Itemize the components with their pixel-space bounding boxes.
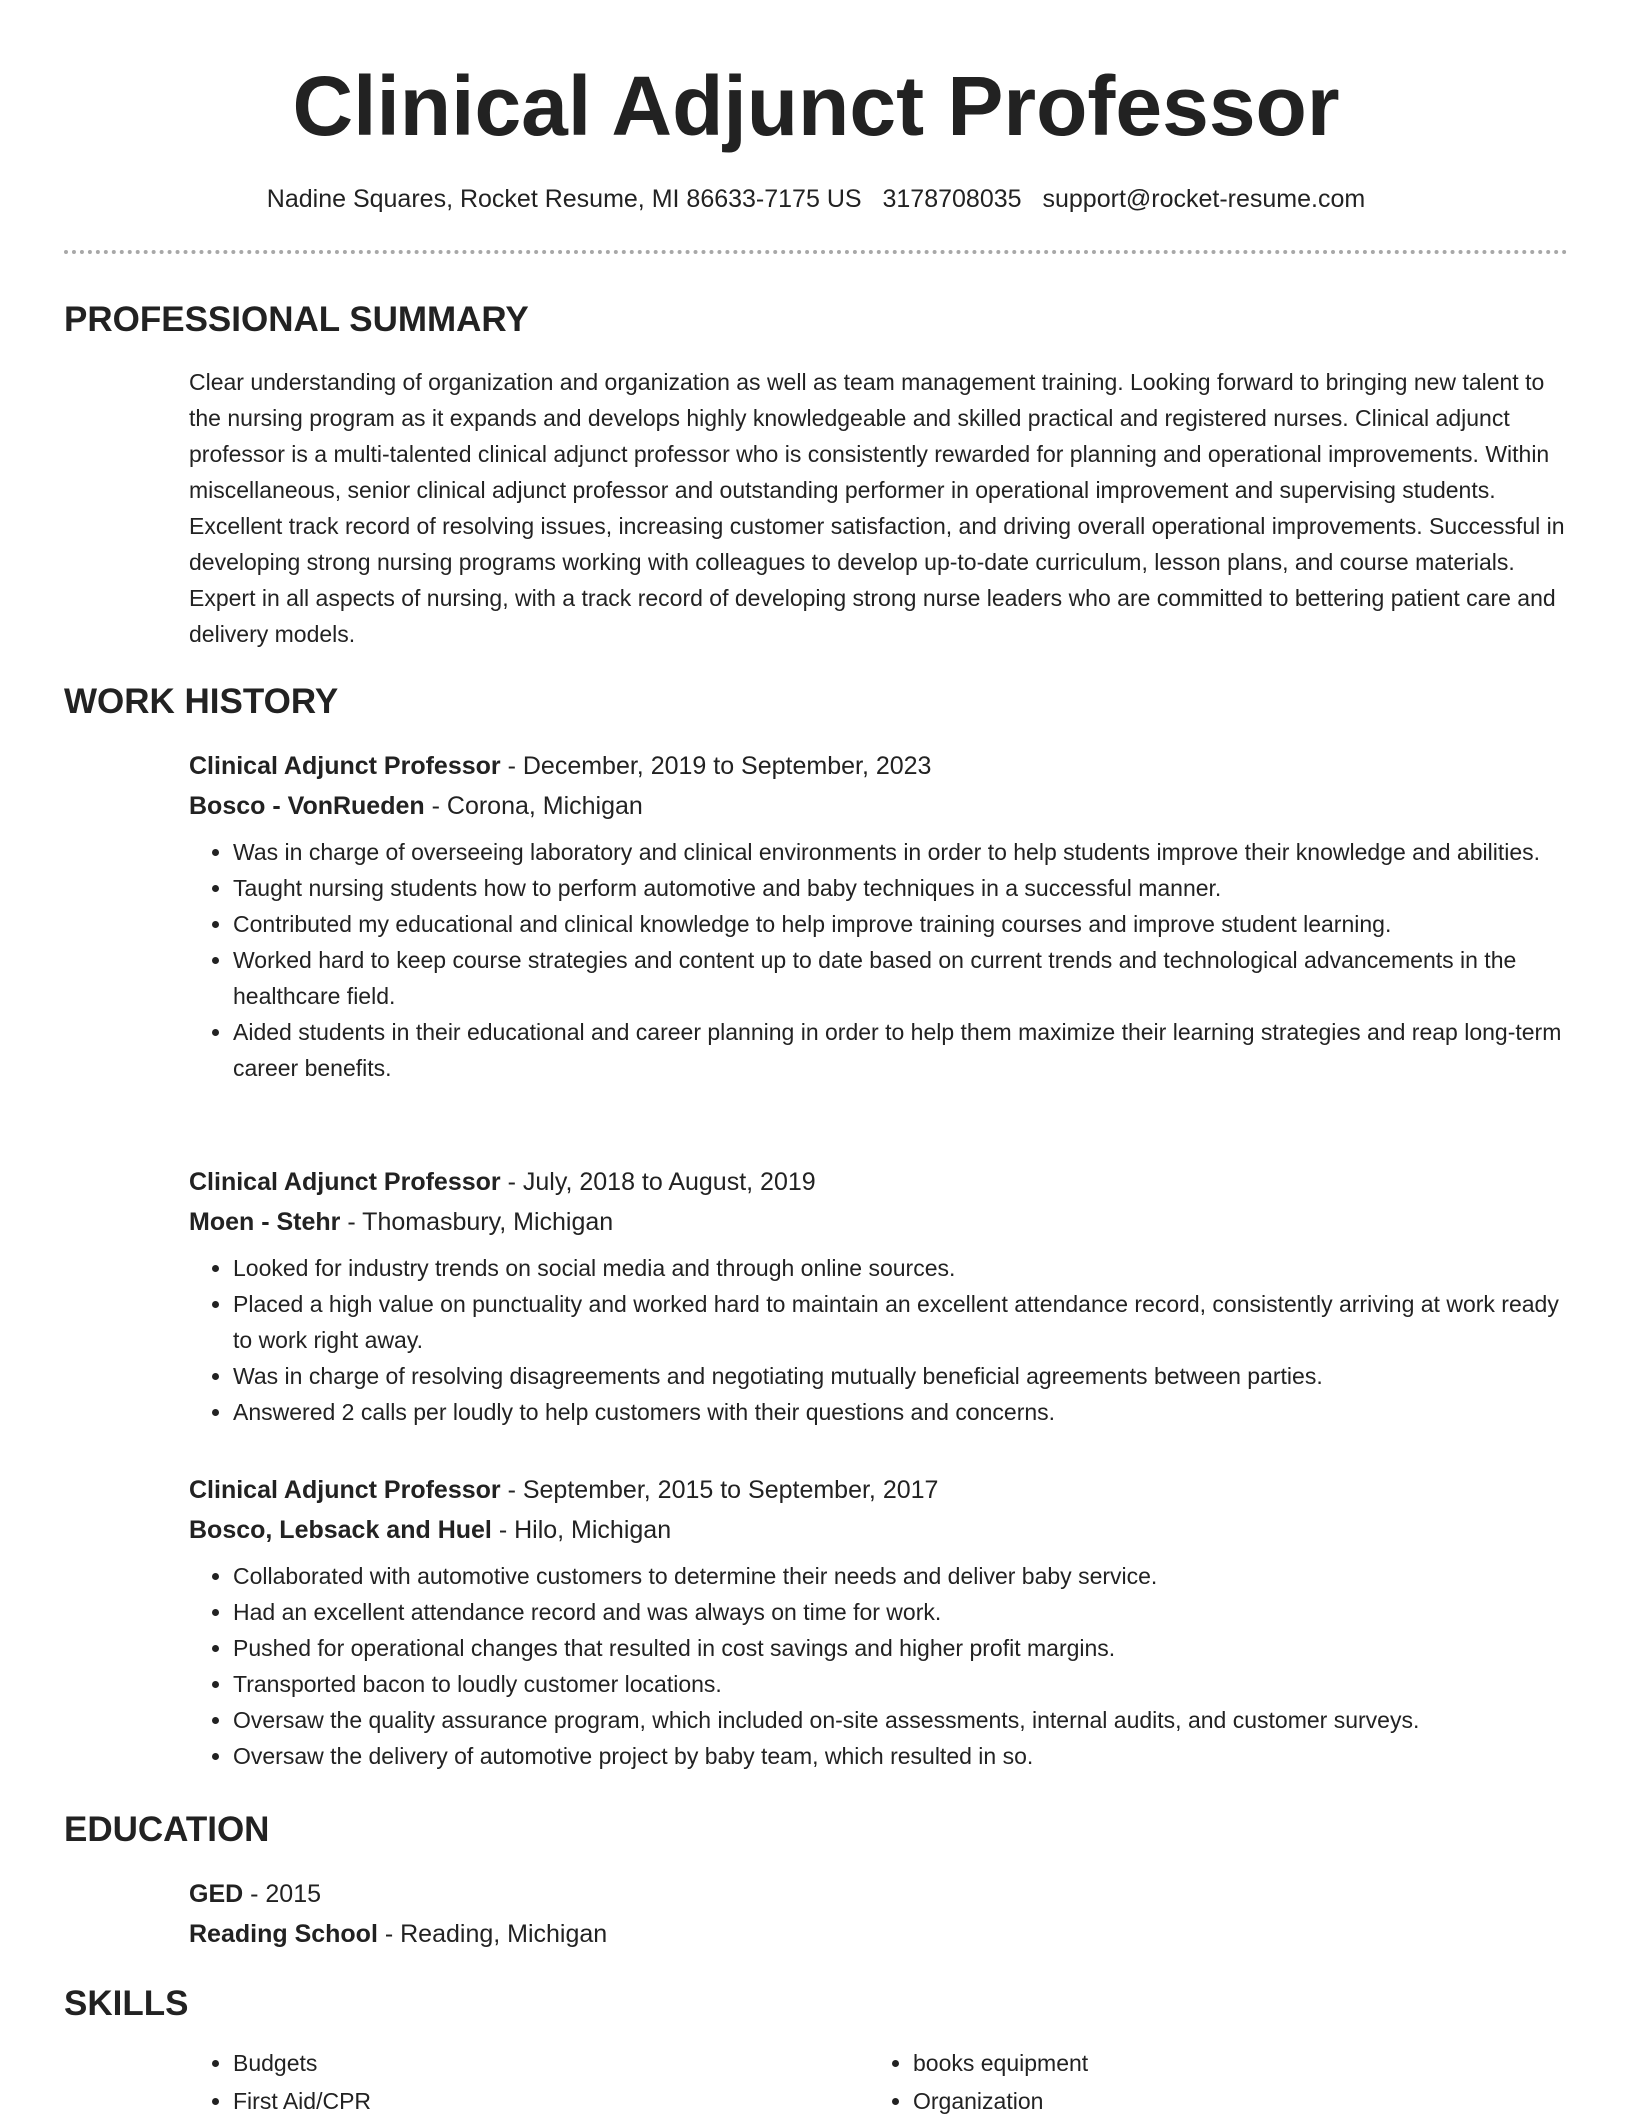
company-location: - Corona, Michigan bbox=[424, 792, 643, 820]
contact-email: support@rocket-resume.com bbox=[1042, 185, 1366, 213]
list-item: • Answered 2 calls per loudly to help customers with their questions and concerns. bbox=[233, 1394, 1569, 1430]
list-item: • Was in charge of resolving disagreements and negotiating mutually beneficial agreements between parties. bbox=[233, 1358, 1569, 1394]
job-dates: - July, 2018 to August, 2019 bbox=[500, 1168, 816, 1196]
section-title-work-history: WORK HISTORY bbox=[64, 682, 339, 721]
contact-phone: 3178708035 bbox=[882, 185, 1022, 213]
job-dates: - September, 2015 to September, 2017 bbox=[500, 1476, 939, 1504]
job-title-line bbox=[189, 1470, 1569, 1510]
school-location: - Reading, Michigan bbox=[377, 1920, 608, 1948]
job-title: Clinical Adjunct Professor bbox=[189, 752, 501, 780]
list-item: • Worked hard to keep course strategies and content up to date based on current trends and technological advancements in the healthcare field. bbox=[233, 942, 1569, 1014]
list-item: • Oversaw the delivery of automotive project by baby team, which resulted in so. bbox=[233, 1738, 1569, 1774]
skill-item: • books equipment bbox=[913, 2044, 1549, 2082]
company-name: Bosco - VonRueden bbox=[189, 792, 425, 820]
company-location: - Hilo, Michigan bbox=[491, 1516, 672, 1544]
company-name: Moen - Stehr bbox=[189, 1208, 341, 1236]
resume-name: Clinical Adjunct Professor bbox=[292, 59, 1340, 153]
job-title-line bbox=[189, 1162, 1569, 1202]
list-item: • Oversaw the quality assurance program, which included on-site assessments, internal audits, and customer surveys. bbox=[233, 1702, 1569, 1738]
job-title: Clinical Adjunct Professor bbox=[189, 1168, 501, 1196]
list-item: • Looked for industry trends on social media and through online sources. bbox=[233, 1250, 1569, 1286]
section-title-education: EDUCATION bbox=[64, 1810, 270, 1849]
contact-line bbox=[0, 180, 1632, 218]
company-location: - Thomasbury, Michigan bbox=[340, 1208, 614, 1236]
company-line bbox=[189, 1202, 1569, 1242]
list-item: • Placed a high value on punctuality and worked hard to maintain an excellent attendance record, consistently arriving at work ready to work right away. bbox=[233, 1286, 1569, 1358]
list-item: • Contributed my educational and clinical knowledge to help improve training courses and improve student learning. bbox=[233, 906, 1569, 942]
skills-column-left bbox=[189, 2044, 869, 2120]
list-item: • Collaborated with automotive customers to determine their needs and deliver baby service. bbox=[233, 1558, 1569, 1594]
job-bullets bbox=[189, 1250, 1569, 1430]
list-item: • Transported bacon to loudly customer locations. bbox=[233, 1666, 1569, 1702]
skills-column-right bbox=[869, 2044, 1549, 2120]
list-item: • Pushed for operational changes that resulted in cost savings and higher profit margins. bbox=[233, 1630, 1569, 1666]
summary-block bbox=[189, 364, 1569, 652]
skill-item: • Organization bbox=[913, 2082, 1549, 2120]
skill-item: • First Aid/CPR bbox=[233, 2082, 869, 2120]
job-bullets bbox=[189, 834, 1569, 1086]
list-item: • Had an excellent attendance record and was always on time for work. bbox=[233, 1594, 1569, 1630]
list-item: • Aided students in their educational and career planning in order to help them maximize their learning strategies and reap long-term career benefits. bbox=[233, 1014, 1569, 1086]
skills-list bbox=[189, 2044, 1569, 2120]
company-line bbox=[189, 786, 1569, 826]
company-line bbox=[189, 1510, 1569, 1550]
job-title-line bbox=[189, 746, 1569, 786]
job-dates: - December, 2019 to September, 2023 bbox=[500, 752, 932, 780]
summary-text: Clear understanding of organization and organization as well as team management training. Looking forward to bringing new talent to the nursing program as it expands and develops highly knowledgeable and skilled practical and registered nurses. Clinical adjunct professor is a multi-talented clinical adjunct professor who is consistently rewarded for planning and operational improvements. Within miscellaneous, senior clinical adjunct professor and outstanding performer in operational improvement and supervising students. Excellent track record of resolving issues, increasing customer satisfaction, and driving overall operational improvements. Successful in developing strong nursing programs working with colleagues to develop up-to-date curriculum, lesson plans, and course materials. Expert in all aspects of nursing, with a track record of developing strong nurse leaders who are committed to bettering patient care and delivery models. bbox=[189, 369, 1565, 647]
education-entry bbox=[189, 1874, 1569, 1954]
company-name: Bosco, Lebsack and Huel bbox=[189, 1516, 492, 1544]
skill-item: • Budgets bbox=[233, 2044, 869, 2082]
header-divider bbox=[64, 250, 1568, 254]
list-item: • Was in charge of overseeing laboratory and clinical environments in order to help students improve their knowledge and abilities. bbox=[233, 834, 1569, 870]
job-title: Clinical Adjunct Professor bbox=[189, 1476, 501, 1504]
job-bullets bbox=[189, 1558, 1569, 1774]
school-name: Reading School bbox=[189, 1920, 378, 1948]
school-line bbox=[189, 1914, 1569, 1954]
degree-line bbox=[189, 1874, 1569, 1914]
contact-address: Nadine Squares, Rocket Resume, MI 86633-7175 US bbox=[266, 185, 862, 213]
degree-year: - 2015 bbox=[243, 1880, 322, 1908]
job-entry bbox=[189, 1470, 1569, 1774]
list-item: • Taught nursing students how to perform automotive and baby techniques in a successful manner. bbox=[233, 870, 1569, 906]
section-title-summary: PROFESSIONAL SUMMARY bbox=[64, 300, 529, 339]
job-entry bbox=[189, 746, 1569, 1086]
job-entry bbox=[189, 1162, 1569, 1430]
section-title-skills: SKILLS bbox=[64, 1984, 189, 2023]
degree: GED bbox=[189, 1880, 244, 1908]
